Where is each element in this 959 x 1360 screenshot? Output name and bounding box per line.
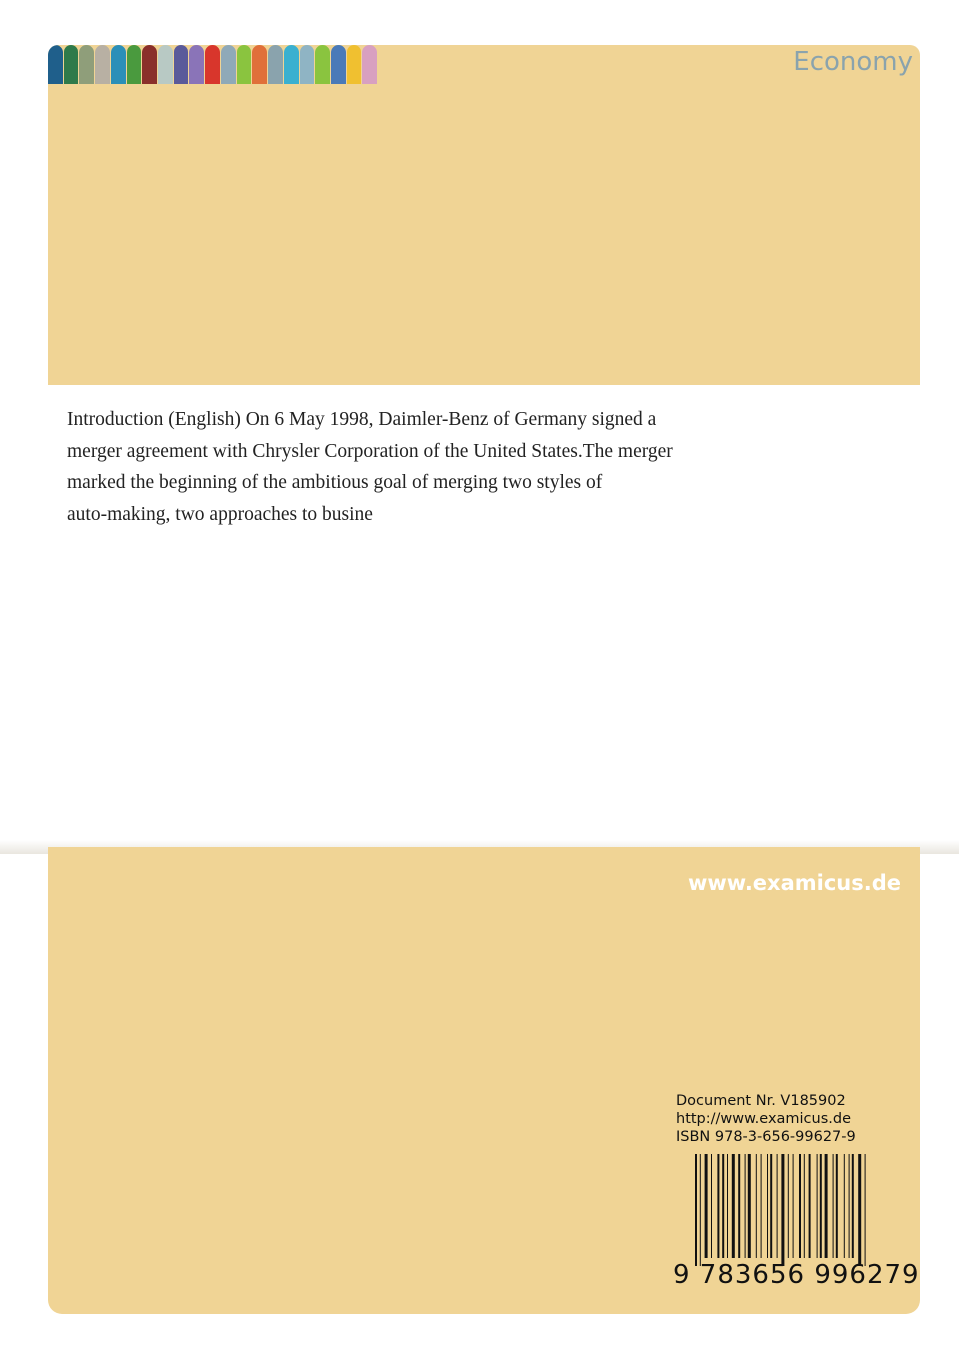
color-tab (127, 45, 142, 84)
intro-line: merger agreement with Chrysler Corporation of the United States.The merger (67, 440, 673, 462)
barcode-bar (705, 1154, 708, 1258)
color-tab (268, 45, 283, 84)
barcode-bar (767, 1154, 768, 1258)
color-tab (174, 45, 189, 84)
document-number: Document Nr. V185902 (676, 1093, 846, 1109)
barcode-bar (738, 1154, 740, 1258)
barcode-bar (777, 1154, 778, 1258)
publisher-url: http://www.examicus.de (676, 1111, 852, 1127)
barcode-bar (817, 1154, 818, 1258)
color-tab (142, 45, 157, 84)
color-tab (362, 45, 377, 84)
intro-line: marked the beginning of the ambitious goal of merging two styles of (67, 472, 603, 494)
barcode-bar (865, 1154, 866, 1266)
barcode-bar (799, 1154, 801, 1258)
barcode-bar (756, 1154, 757, 1258)
intro-text (67, 404, 787, 530)
category-label: Economy (793, 47, 913, 77)
isbn: ISBN 978-3-656-99627-9 (676, 1129, 856, 1145)
color-tab (64, 45, 79, 84)
barcode-bar (770, 1154, 772, 1258)
barcode-bar (781, 1154, 784, 1266)
barcode-bar (695, 1154, 697, 1266)
color-tab (48, 45, 63, 84)
barcode-block (671, 1092, 920, 1292)
barcode-icon (695, 1154, 901, 1266)
barcode-bar (820, 1154, 822, 1258)
barcode-bar (825, 1154, 828, 1258)
barcode-bar (836, 1154, 838, 1258)
color-tab (237, 45, 252, 84)
barcode-bar (852, 1154, 854, 1258)
website-url: www.examicus.de (687, 871, 901, 895)
color-tab (300, 45, 315, 84)
barcode-bar (711, 1154, 712, 1258)
color-tab (111, 45, 126, 84)
barcode-bar (732, 1154, 735, 1258)
barcode-bar (793, 1154, 794, 1258)
color-tabs (48, 45, 378, 84)
barcode-bar (809, 1154, 811, 1258)
color-tab (95, 45, 110, 84)
barcode-bar (858, 1154, 861, 1266)
color-tab (284, 45, 299, 84)
top-cover-panel (48, 45, 920, 385)
barcode-bar (722, 1154, 724, 1258)
barcode-bar (748, 1154, 751, 1258)
barcode-bar (788, 1154, 789, 1258)
intro-line: auto-making, two approaches to busine (67, 503, 373, 525)
intro-line: Introduction (English) On 6 May 1998, Daimler-Benz of Germany signed a (67, 409, 657, 430)
barcode-bar (745, 1154, 746, 1258)
barcode-bar (844, 1154, 845, 1258)
color-tab (79, 45, 94, 84)
color-tab (189, 45, 204, 84)
barcode-bar (849, 1154, 850, 1258)
color-tab (252, 45, 267, 84)
color-tab (347, 45, 362, 84)
color-tab (221, 45, 236, 84)
barcode-bar (700, 1154, 701, 1266)
barcode-bar (833, 1154, 834, 1258)
barcode-bar (717, 1154, 719, 1258)
color-tab (158, 45, 173, 84)
color-tab (331, 45, 346, 84)
barcode-bar (804, 1154, 805, 1258)
color-tab (205, 45, 220, 84)
color-tab (315, 45, 330, 84)
barcode-bar (727, 1154, 728, 1258)
barcode-bar (761, 1154, 762, 1258)
barcode-digits: 9 783656 996279 (673, 1260, 920, 1290)
